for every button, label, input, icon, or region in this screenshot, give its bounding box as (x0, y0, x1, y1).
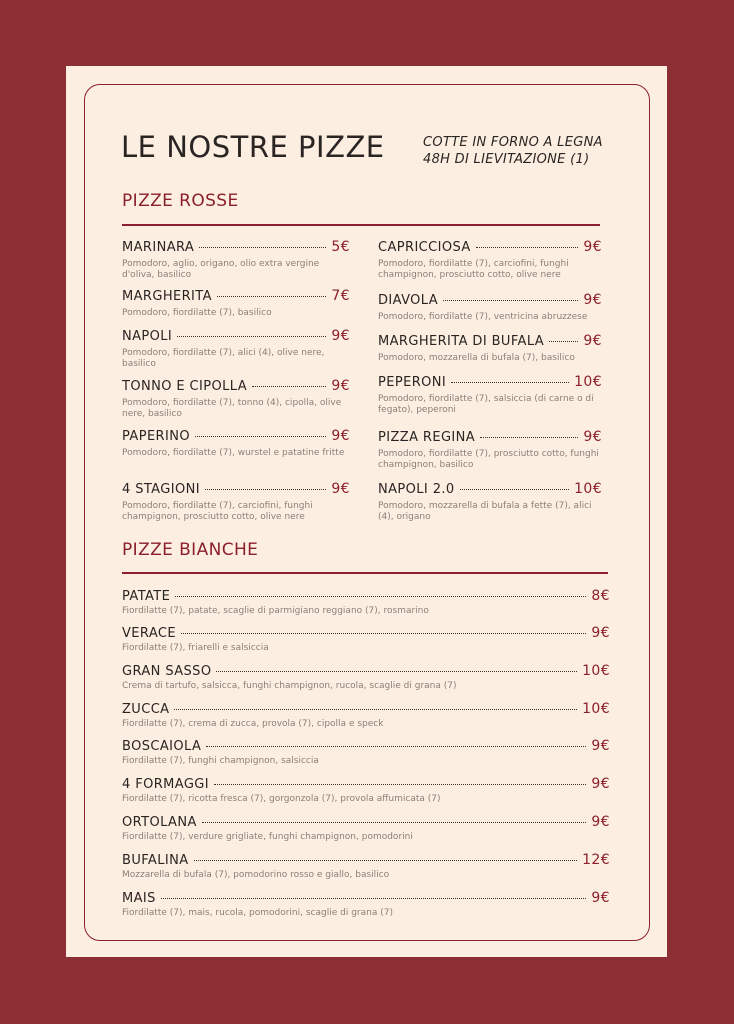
menu-item-row (122, 481, 350, 497)
menu-item (122, 738, 610, 767)
item-price: 9€ (331, 378, 350, 394)
item-price: 10€ (582, 701, 610, 717)
menu-item-row (122, 776, 610, 792)
item-description: Fiordilatte (7), patate, scaglie di parmigiano reggiano (7), rosmarino (122, 606, 429, 616)
menu-item (122, 852, 610, 881)
item-name: GRAN SASSO (122, 664, 212, 679)
item-name: MARGHERITA DI BUFALA (378, 334, 545, 349)
item-name: BUFALINA (122, 853, 189, 868)
item-description: Pomodoro, fiordilatte (7), basilico (122, 308, 272, 318)
item-price: 9€ (591, 776, 610, 792)
menu-item (122, 239, 350, 281)
item-price: 9€ (583, 292, 602, 308)
item-name: BOSCAIOLA (122, 739, 202, 754)
item-description: Pomodoro, mozzarella di bufala a fette (7), alici (4), origano (378, 501, 592, 522)
menu-item (122, 814, 610, 843)
dot-leader (549, 341, 578, 342)
item-description: Pomodoro, fiordilatte (7), alici (4), olive nere, basilico (122, 348, 325, 369)
item-name: CAPRICCIOSA (378, 240, 471, 255)
menu-item (122, 328, 350, 370)
section-title-bianche: PIZZE BIANCHE (122, 540, 259, 560)
item-price: 8€ (591, 588, 610, 604)
menu-item (378, 429, 602, 471)
item-name: NAPOLI 2.0 (378, 482, 455, 497)
item-price: 9€ (583, 239, 602, 255)
item-description: Pomodoro, fiordilatte (7), salsiccia (di carne o di fegato), peperoni (378, 394, 594, 415)
dot-leader (460, 489, 570, 490)
item-price: 9€ (583, 429, 602, 445)
item-description: Pomodoro, fiordilatte (7), wurstel e patatine fritte (122, 448, 345, 458)
menu-item-row (378, 333, 602, 349)
menu-item (122, 890, 610, 919)
dot-leader (451, 382, 569, 383)
dot-leader (443, 300, 578, 301)
menu-item-row (122, 378, 350, 394)
item-price: 9€ (591, 890, 610, 906)
menu-item-row (122, 814, 610, 830)
menu-item (122, 428, 350, 459)
menu-item (122, 588, 610, 617)
item-name: ORTOLANA (122, 815, 197, 830)
menu-item (122, 378, 350, 420)
menu-item-row (122, 738, 610, 754)
page-title: LE NOSTRE PIZZE (121, 130, 385, 164)
menu-item-row (122, 328, 350, 344)
dot-leader (206, 746, 586, 747)
item-name: MAIS (122, 891, 156, 906)
item-description: Fiordilatte (7), verdure grigliate, funghi champignon, pomodorini (122, 832, 413, 842)
item-price: 9€ (331, 328, 350, 344)
item-name: NAPOLI (122, 329, 173, 344)
dot-leader (199, 247, 326, 248)
menu-item (122, 288, 350, 319)
item-name: PAPERINO (122, 429, 190, 444)
item-price: 10€ (574, 481, 602, 497)
item-price: 9€ (331, 428, 350, 444)
item-name: PATATE (122, 589, 171, 604)
dot-leader (217, 296, 326, 297)
menu-item-row (122, 588, 610, 604)
item-description: Pomodoro, mozzarella di bufala (7), basilico (378, 353, 575, 363)
dot-leader (205, 489, 326, 490)
menu-item (378, 333, 602, 364)
dot-leader (195, 436, 326, 437)
menu-item (122, 663, 610, 692)
section-divider (122, 572, 608, 574)
dot-leader (181, 633, 586, 634)
dot-leader (177, 336, 326, 337)
item-name: MARGHERITA (122, 289, 212, 304)
menu-item-row (378, 292, 602, 308)
item-name: PEPERONI (378, 375, 447, 390)
menu-item (378, 292, 602, 323)
item-price: 9€ (591, 814, 610, 830)
item-description: Pomodoro, fiordilatte (7), ventricina abruzzese (378, 312, 588, 322)
menu-item-row (122, 701, 610, 717)
item-name: 4 FORMAGGI (122, 777, 210, 792)
item-price: 10€ (574, 374, 602, 390)
item-description: Pomodoro, fiordilatte (7), carciofini, funghi champignon, prosciutto cotto, olive nere (122, 501, 313, 522)
item-description: Pomodoro, fiordilatte (7), prosciutto cotto, funghi champignon, basilico (378, 449, 599, 470)
item-price: 9€ (583, 333, 602, 349)
item-price: 9€ (591, 625, 610, 641)
subtitle-line-1: COTTE IN FORNO A LEGNA (423, 135, 603, 150)
menu-item-row (122, 239, 350, 255)
item-price: 9€ (591, 738, 610, 754)
menu-item-row (378, 481, 602, 497)
item-name: MARINARA (122, 240, 195, 255)
menu-item-row (122, 852, 610, 868)
dot-leader (161, 898, 587, 899)
item-name: PIZZA REGINA (378, 430, 476, 445)
menu-item (122, 481, 350, 523)
item-name: 4 STAGIONI (122, 482, 200, 497)
item-description: Pomodoro, fiordilatte (7), tonno (4), cipolla, olive nere, basilico (122, 398, 342, 419)
item-description: Fiordilatte (7), crema di zucca, provola (7), cipolla e speck (122, 719, 384, 729)
item-name: TONNO E CIPOLLA (122, 379, 247, 394)
item-description: Pomodoro, aglio, origano, olio extra vergine d'oliva, basilico (122, 259, 320, 280)
item-name: DIAVOLA (378, 293, 439, 308)
menu-item-row (378, 239, 602, 255)
item-description: Mozzarella di bufala (7), pomodorino rosso e giallo, basilico (122, 870, 390, 880)
item-description: Fiordilatte (7), mais, rucola, pomodorini, scaglie di grana (7) (122, 908, 393, 918)
menu-item-row (122, 663, 610, 679)
item-price: 10€ (582, 663, 610, 679)
menu-item (378, 481, 602, 523)
item-name: VERACE (122, 626, 176, 641)
item-price: 9€ (331, 481, 350, 497)
item-price: 12€ (582, 852, 610, 868)
menu-item-row (122, 890, 610, 906)
menu-item-row (378, 374, 602, 390)
dot-leader (214, 784, 586, 785)
dot-leader (202, 822, 587, 823)
menu-item (122, 625, 610, 654)
section-divider (122, 224, 600, 226)
menu-item-row (122, 625, 610, 641)
dot-leader (480, 437, 578, 438)
item-description: Pomodoro, fiordilatte (7), carciofini, funghi champignon, prosciutto cotto, olive nere (378, 259, 569, 280)
item-description: Fiordilatte (7), ricotta fresca (7), gorgonzola (7), provola affumicata (7) (122, 794, 441, 804)
dot-leader (175, 596, 586, 597)
menu-item (122, 701, 610, 730)
subtitle-line-2: 48H DI LIEVITAZIONE (1) (423, 152, 590, 167)
dot-leader (216, 671, 577, 672)
dot-leader (252, 386, 326, 387)
menu-item-row (378, 429, 602, 445)
item-description: Fiordilatte (7), friarelli e salsiccia (122, 643, 269, 653)
menu-item-row (122, 288, 350, 304)
section-title-rosse: PIZZE ROSSE (122, 191, 239, 211)
item-description: Crema di tartufo, salsicca, funghi champignon, rucola, scaglie di grana (7) (122, 681, 457, 691)
menu-item (378, 239, 602, 281)
menu-item (378, 374, 602, 416)
item-price: 5€ (331, 239, 350, 255)
item-name: ZUCCA (122, 702, 170, 717)
dot-leader (174, 709, 577, 710)
item-price: 7€ (331, 288, 350, 304)
dot-leader (194, 860, 578, 861)
menu-item-row (122, 428, 350, 444)
item-description: Fiordilatte (7), funghi champignon, salsiccia (122, 756, 319, 766)
menu-item (122, 776, 610, 805)
dot-leader (476, 247, 579, 248)
